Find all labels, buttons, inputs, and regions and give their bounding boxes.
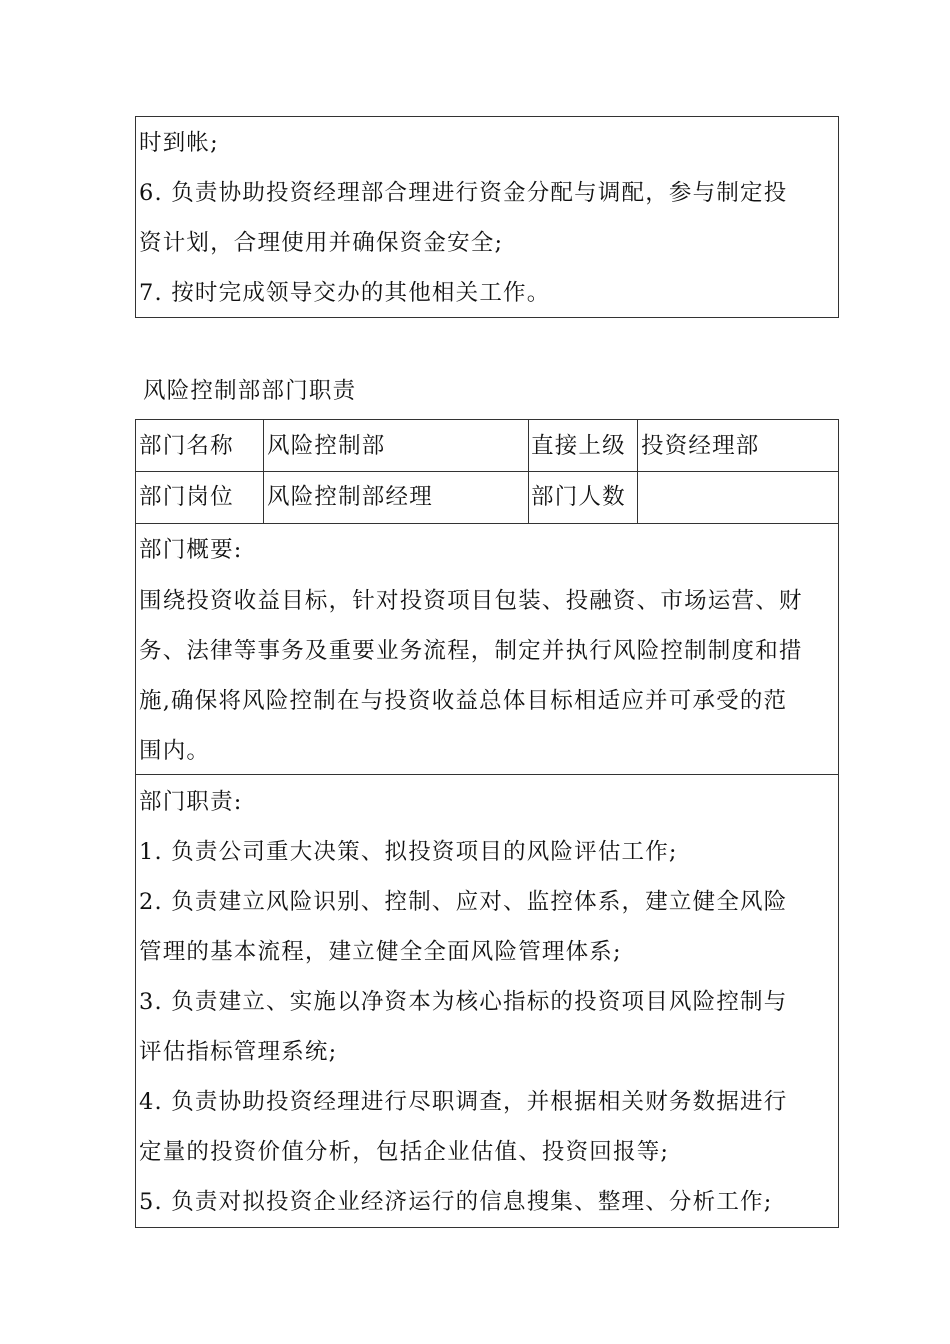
text-line: 资计划，合理使用并确保资金安全; xyxy=(139,230,504,256)
overview-line: 围内。 xyxy=(139,738,211,764)
continued-duties-box xyxy=(135,116,839,318)
label-dept-name: 部门名称 xyxy=(139,433,234,459)
duty-line: 定量的投资价值分析，包括企业估值、投资回报等; xyxy=(139,1139,670,1165)
column-divider xyxy=(528,420,529,523)
section-title: 风险控制部部门职责 xyxy=(143,378,357,404)
duty-line: 2. 负责建立风险识别、控制、应对、监控体系，建立健全风险 xyxy=(139,889,788,915)
duty-line: 3. 负责建立、实施以净资本为核心指标的投资项目风险控制与 xyxy=(139,989,788,1015)
duty-line: 管理的基本流程，建立健全全面风险管理体系; xyxy=(139,939,622,965)
column-divider xyxy=(263,420,264,523)
value-dept-name: 风险控制部 xyxy=(267,433,386,459)
department-table xyxy=(135,419,839,1228)
row-divider xyxy=(136,523,838,524)
label-superior: 直接上级 xyxy=(531,433,626,459)
duties-heading: 部门职责: xyxy=(139,789,243,815)
text-line: 6. 负责协助投资经理部合理进行资金分配与调配，参与制定投 xyxy=(139,180,788,206)
label-dept-post: 部门岗位 xyxy=(139,484,234,510)
overview-line: 施,确保将风险控制在与投资收益总体目标相适应并可承受的范 xyxy=(139,688,788,714)
text-line: 7. 按时完成领导交办的其他相关工作。 xyxy=(139,280,551,306)
overview-line: 务、法律等事务及重要业务流程，制定并执行风险控制制度和措 xyxy=(139,638,803,664)
row-divider xyxy=(136,471,838,472)
duty-line: 1. 负责公司重大决策、拟投资项目的风险评估工作; xyxy=(139,839,678,865)
overview-heading: 部门概要: xyxy=(139,537,243,563)
label-headcount: 部门人数 xyxy=(531,484,626,510)
column-divider xyxy=(637,420,638,523)
text-line: 时到帐; xyxy=(139,130,219,156)
value-dept-post: 风险控制部经理 xyxy=(267,484,433,510)
duty-line: 4. 负责协助投资经理进行尽职调查，并根据相关财务数据进行 xyxy=(139,1089,788,1115)
row-divider xyxy=(136,774,838,775)
value-superior: 投资经理部 xyxy=(641,433,760,459)
duty-line: 5. 负责对拟投资企业经济运行的信息搜集、整理、分析工作; xyxy=(139,1189,773,1215)
overview-line: 围绕投资收益目标，针对投资项目包装、投融资、市场运营、财 xyxy=(139,588,803,614)
duty-line: 评估指标管理系统; xyxy=(139,1039,338,1065)
